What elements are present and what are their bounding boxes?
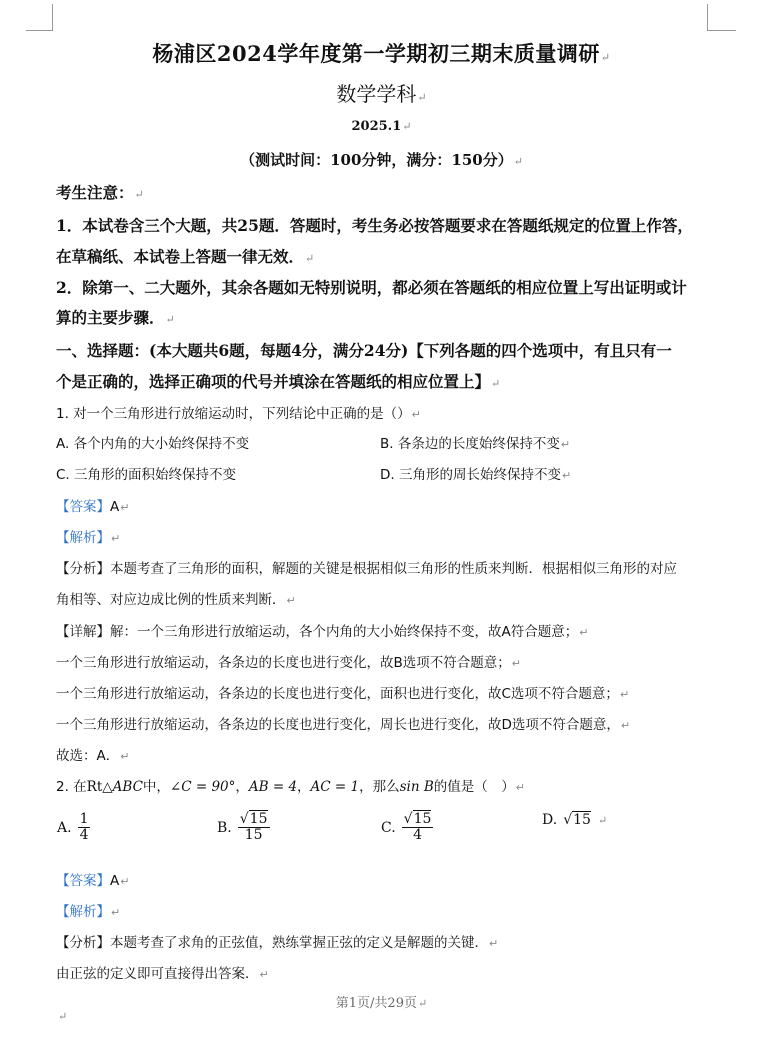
question-1-detail: 一个三角形进行放缩运动，各条边的长度也进行变化，面积也进行变化，故C选项不符合题意；↵ xyxy=(56,686,630,702)
question-2-analysis-tag: 【解析】↵ xyxy=(56,904,121,920)
question-1-option-b: B. 各条边的长度始终保持不变↵ xyxy=(380,436,571,452)
notice-line: 在草稿纸、本试卷上答题一律无效．↵ xyxy=(56,247,315,266)
exam-time-info: （测试时间：100分钟，满分：150分）↵ xyxy=(240,151,523,169)
question-1-option-c: C. 三角形的面积始终保持不变 xyxy=(56,467,237,483)
question-2-option-a: A. $\frac{1}{4}$ xyxy=(57,811,89,844)
question-2-option-c: C. $\frac{√15}{4}$ xyxy=(381,811,432,844)
section-heading: 个是正确的，选择正确项的代号并填涂在答题纸的相应位置上】↵ xyxy=(56,372,501,391)
question-1-answer: 【答案】A↵ xyxy=(56,499,130,515)
question-1-detail: 一个三角形进行放缩运动，各条边的长度也进行变化，故B选项不符合题意；↵ xyxy=(56,655,521,671)
notice-line: 1．本试卷含三个大题，共25题．答题时，考生务必按答题要求在答题纸规定的位置上作答， xyxy=(56,216,693,235)
question-2-answer: 【答案】A↵ xyxy=(56,873,130,889)
question-1-stem: 1. 对一个三角形进行放缩运动时，下列结论中正确的是（）↵ xyxy=(56,406,421,422)
question-2-conclusion: 由正弦的定义即可直接得出答案．↵ xyxy=(56,966,269,982)
question-2-fenxi: 【分析】本题考查了求角的正弦值，熟练掌握正弦的定义是解题的关键．↵ xyxy=(56,935,499,951)
question-1-analysis-tag: 【解析】↵ xyxy=(56,530,121,546)
question-2-option-d: D. √15 ↵ xyxy=(542,812,608,828)
section-heading: 一、选择题：(本大题共6题，每题4分，满分24分)【下列各题的四个选项中，有且只有一 xyxy=(56,341,672,360)
question-1-detail: 【详解】解：一个三角形进行放缩运动，各个内角的大小始终保持不变，故A符合题意；↵ xyxy=(56,624,589,640)
notice-heading: 考生注意：↵ xyxy=(56,183,144,202)
question-1-fenxi: 角相等、对应边成比例的性质来判断．↵ xyxy=(56,592,296,608)
crop-mark-left xyxy=(26,4,53,31)
notice-line: 算的主要步骤．↵ xyxy=(56,308,175,327)
fraction: $\frac{1}{4}$ xyxy=(79,811,89,844)
crop-mark-right xyxy=(707,4,736,31)
fraction: $\frac{√15}{15}$ xyxy=(239,811,268,844)
question-2-stem: 2. 在Rt△ABC中，∠C = 90°，AB = 4，AC = 1，那么sin B的值是（ ）↵ xyxy=(56,779,525,795)
exam-date: 2025.1↵ xyxy=(351,119,412,134)
question-1-option-a: A. 各个内角的大小始终保持不变 xyxy=(56,436,250,452)
question-2-option-b: B. $\frac{√15}{15}$ xyxy=(217,811,268,844)
question-1-option-d: D. 三角形的周长始终保持不变↵ xyxy=(380,467,572,483)
question-1-detail: 一个三角形进行放缩运动，各条边的长度也进行变化，周长也进行变化，故D选项不符合题意，↵ xyxy=(56,717,631,733)
question-1-fenxi: 【分析】本题考查了三角形的面积，解题的关键是根据相似三角形的性质来判断．根据相似三角形的对应 xyxy=(56,561,677,577)
exam-title: 杨浦区2024学年度第一学期初三期末质量调研↵ xyxy=(152,41,611,66)
square-root: √15 xyxy=(563,812,591,828)
notice-line: 2．除第一、二大题外，其余各题如无特别说明，都必须在答题纸的相应位置上写出证明或计 xyxy=(56,278,687,297)
paragraph-mark: ↵ xyxy=(58,1010,68,1023)
page-footer: 第1页/共29页↵ xyxy=(335,996,428,1011)
exam-subject: 数学学科↵ xyxy=(336,82,427,106)
question-1-conclusion: 故选：A．↵ xyxy=(56,748,130,764)
fraction: $\frac{√15}{4}$ xyxy=(403,811,432,844)
